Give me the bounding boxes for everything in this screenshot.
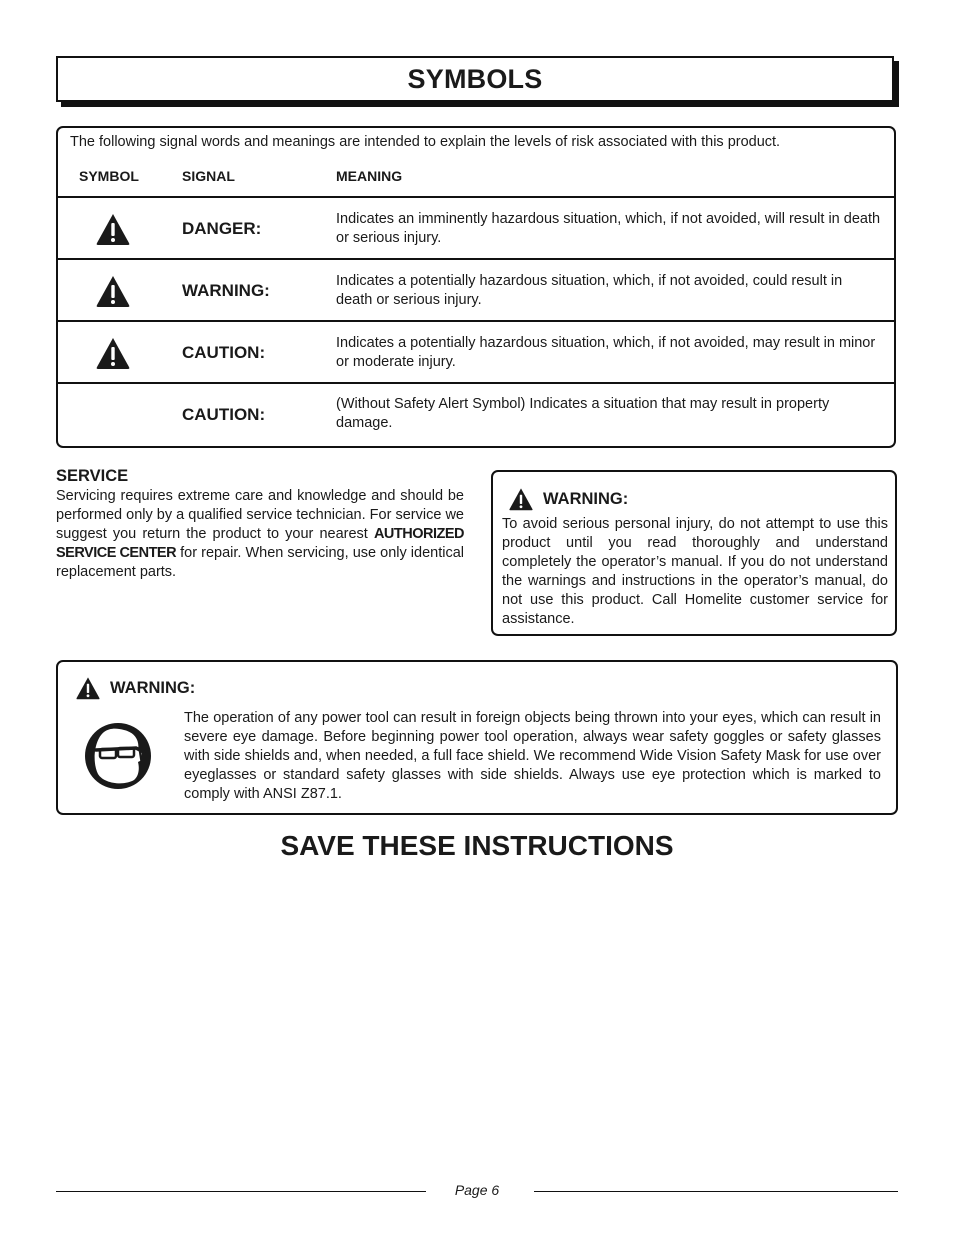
service-text-part: for repair. When servicing, use only identical replacement parts. (56, 545, 464, 580)
service-text (56, 487, 464, 582)
header-symbol: SYMBOL (79, 168, 139, 184)
table-row (58, 382, 894, 448)
signal-word: CAUTION: (182, 405, 266, 424)
service-center-emphasis: AUTHORIZED SERVICE CENTER (56, 526, 464, 561)
signal-word: WARNING: (182, 281, 270, 300)
page-title: SYMBOLS (407, 63, 543, 94)
warning-triangle-icon (95, 274, 131, 308)
warning-triangle-icon (507, 487, 535, 511)
warning-header (74, 676, 195, 700)
page-number: Page 6 (454, 1182, 500, 1198)
table-row (58, 320, 894, 384)
table-row (58, 196, 894, 260)
save-instructions-heading: SAVE THESE INSTRUCTIONS (280, 830, 674, 861)
warning-label: WARNING: (543, 489, 629, 508)
header-meaning: MEANING (336, 168, 403, 184)
service-text-part: Servicing requires extreme care and knowledge and should be performed only by a qualified service technician. For service we suggest you return the product to your nearest (56, 488, 464, 542)
signal-word: DANGER: (182, 219, 262, 238)
service-heading: SERVICE (56, 467, 129, 485)
warning-text: To avoid serious personal injury, do not attempt to use this product until you read thoroughly and understand completely the operator’s manual. If you do not understand the warnings and instructions in the operator’s manual, do not use this product. Call Homelite customer service for assistance. (502, 516, 888, 627)
signal-meaning: Indicates a potentially hazardous situation, which, if not avoided, may result in minor or moderate injury. (336, 335, 876, 370)
title-banner (56, 56, 894, 102)
safety-glasses-icon (84, 722, 152, 790)
warning-triangle-icon (95, 212, 131, 246)
warning-triangle-icon (74, 676, 102, 700)
signal-word: CAUTION: (182, 343, 266, 362)
eye-warning-text: The operation of any power tool can result in foreign objects being thrown into your eyes, which can result in severe eye damage. Before beginning power tool operation, always wear safety goggles or safety glasses with side shields and, when needed, a full face shield. We recommend Wide Vision Safety Mask for use over eyeglasses or standard safety glasses with side shields. Always use eye protection which is marked to comply with ANSI Z87.1. (184, 710, 881, 802)
eye-protection-warning (56, 660, 898, 815)
signal-words-table (56, 126, 896, 448)
header-signal: SIGNAL (182, 168, 235, 184)
warning-header (507, 487, 628, 511)
signal-meaning: Indicates an imminently hazardous situation, which, if not avoided, will result in death or serious injury. (336, 211, 881, 246)
warning-box (491, 470, 897, 636)
warning-triangle-icon (95, 336, 131, 370)
warning-label: WARNING: (110, 678, 196, 697)
table-row (58, 258, 894, 322)
table-intro: The following signal words and meanings are intended to explain the levels of risk associated with this product. (70, 134, 781, 150)
signal-meaning: Indicates a potentially hazardous situation, which, if not avoided, could result in death or serious injury. (336, 273, 843, 308)
signal-meaning: (Without Safety Alert Symbol) Indicates a situation that may result in property damage. (336, 396, 830, 431)
